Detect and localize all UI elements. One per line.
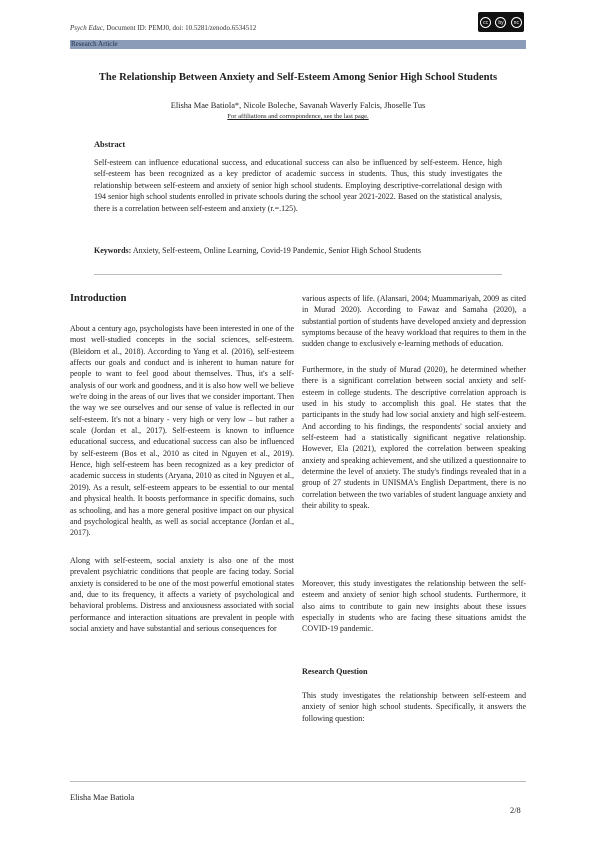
creative-commons-badge (478, 12, 524, 32)
abstract-heading: Abstract (94, 140, 126, 149)
document-info: Document ID: PEMJ0, doi: 10.5281/zenodo.6534512 (104, 24, 257, 32)
keywords (94, 245, 502, 256)
introduction-heading: Introduction (70, 293, 127, 304)
journal-name: Psych Educ, (70, 24, 105, 32)
section-label: Research Article (71, 40, 118, 48)
abstract-text: Self-esteem can influence educational success, and educational success can also be influenced by self-esteem. Hence, high self-esteem has been recognized as a key predictor of academic success in students. Thus, this study investigates the relationship between self-esteem and anxiety of senior high school students. Employing descriptive-correlational design with 194 senior high school students enrolled in private schools during the school year 2021-2022. Based on the statistical analysis, there is a correlation between self-esteem and anxiety (r.=.125). (94, 158, 502, 213)
abstract-divider (94, 274, 502, 275)
author-list: Elisha Mae Batiola*, Nicole Boleche, Savanah Waverly Falcis, Jhoselle Tus (170, 101, 426, 110)
right-paragraph-2: Furthermore, in the study of Murad (2020), he determined whether there is a significant correlation between social anxiety and self-esteem in college students. The descriptive correlation approach is used in his study to accomplish this goal. He states that the participants in the study had low social anxiety and high self-esteem. And according to his findings, the respondents' social anxiety and self-esteem had a statistically significant negative relationship. However, Ela (2021), explored the correlation between speaking anxiety and speaking achievement, and she utilized a questionnaire to determine the level of anxiety. The study's findings revealed that in a group of 27 students in UNISMA's English Department, there is no correlation between the two variables of student language anxiety and their ability to speak. (302, 365, 526, 511)
paper-title: The Relationship Between Anxiety and Self-Esteem Among Senior High School Students (98, 72, 498, 83)
by-icon: by (495, 17, 506, 28)
page-number: 2/8 (510, 806, 521, 815)
right-paragraph-4: This study investigates the relationship between self-esteem and anxiety of senior high school students. Specifically, it answers the following question: (302, 691, 526, 723)
footer-author: Elisha Mae Batiola (70, 793, 135, 802)
right-paragraph-3: Moreover, this study investigates the relationship between the self-esteem and anxiety of senior high school students. Furthermore, it also aims to contribute to gain new insights about these issues especially in students who are facing these situations amidst the COVID-19 pandemic. (302, 579, 526, 634)
cc-icon: cc (480, 17, 491, 28)
footer-divider (70, 781, 526, 782)
right-paragraph-1: various aspects of life. (Alansari, 2004; Muammariyah, 2009 as cited in Murad 2020). According to Fawaz and Samaha (2020), a substantial portion of students have developed anxiety and depression symptoms because of the heavy workload that requires to them in the sudden change to exclusively e-learning methods of education. (302, 294, 526, 349)
left-paragraph-1: About a century ago, psychologists have been interested in one of the most well-studied concepts in the social sciences, self-esteem. (Bleidorn et al., 2018). According to Yang et al. (2016), self-esteem affects our goals and conduct and is inherent to human nature for people to want to feel good about themselves. Thus, it's a self-analysis of our work and goodness, and it is also how well we believe we're doing in the areas of our lives that we consider important. Then the way we see ourselves and our sense of value is reflected in our self-esteem. It's not a binary - very high or very low – but rather a scale (Jordan et al., 2017). Self-esteem is known to influence educational success, and educational success can also be influenced by self-esteem (Bos et al., 2010 as cited in Nguyen et al., 2019). Hence, high self-esteem has been recognized as a key predictor of academic success in students (Aryana, 2010 as cited in Nguyen et al., 2019). As a result, self-esteem appears to be essential to our mental and physical health. It boosts performance in specific domains, such as schooling, and has a more general positive impact on our physical and psychological health, as well as social acceptance (Jordan et al., 2017). (70, 324, 294, 538)
affiliation-link[interactable]: For affiliations and correspondence, see the last page. (227, 113, 369, 120)
nc-icon: nc (511, 17, 522, 28)
left-paragraph-2: Along with self-esteem, social anxiety is also one of the most prevalent psychiatric conditions that people are facing today. Social anxiety is considered to be one of the most powerful emotional states and, due to its frequency, it affects a variety of psychological and behavioral problems. Distress and anxiousness associated with social performance and interaction situations are prevalent in people with social anxiety and have substantial and serious consequences for (70, 556, 294, 634)
running-header (70, 24, 256, 32)
keywords-list: Anxiety, Self-esteem, Online Learning, Covid-19 Pandemic, Senior High School Students (131, 246, 421, 255)
section-bar (70, 40, 526, 49)
research-question-heading: Research Question (302, 667, 368, 676)
keywords-label: Keywords: (94, 246, 132, 255)
